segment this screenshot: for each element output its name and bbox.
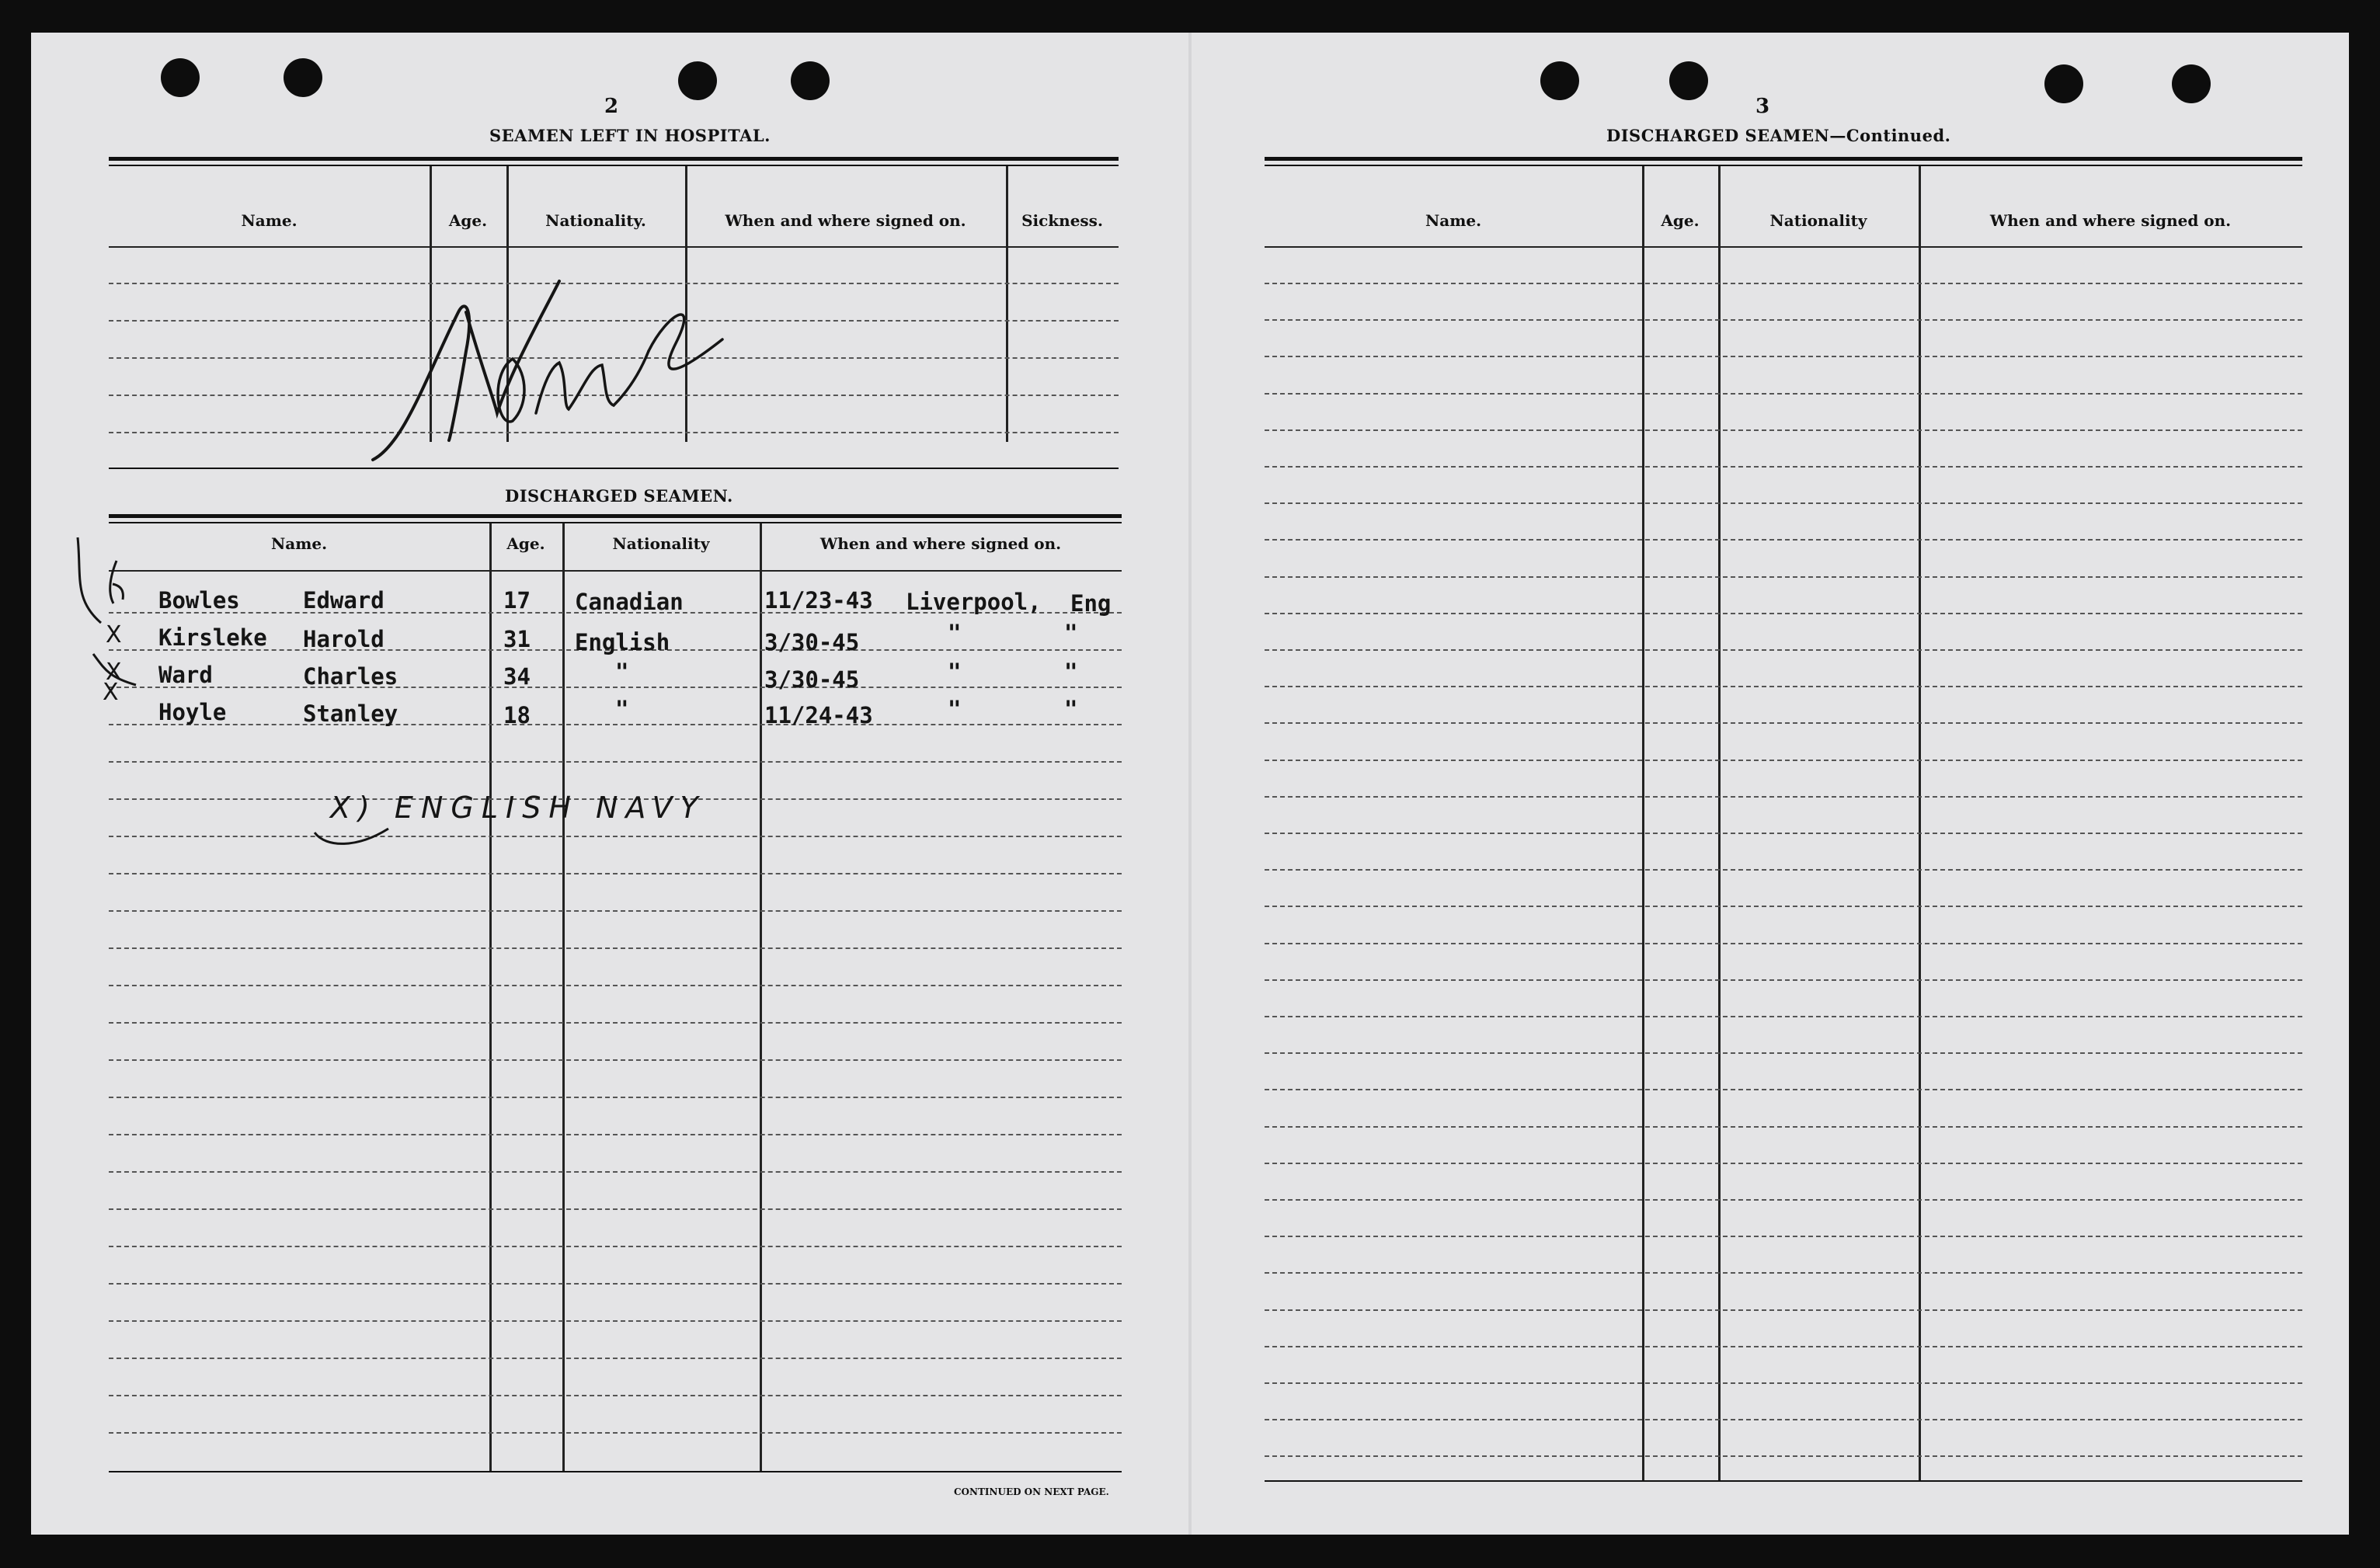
seaman-given-name: Charles bbox=[303, 663, 398, 690]
ruled-line bbox=[1265, 1346, 2302, 1347]
ruled-line bbox=[109, 1358, 1122, 1359]
ruled-line bbox=[1265, 686, 2302, 687]
punch-hole bbox=[161, 58, 200, 97]
signed-on-date: 11/23-43 bbox=[764, 587, 873, 614]
ruled-line bbox=[1265, 1163, 2302, 1164]
punch-hole bbox=[2044, 64, 2083, 103]
seaman-surname: Bowles bbox=[158, 587, 240, 614]
ruled-line bbox=[1265, 502, 2302, 504]
column-header: Nationality bbox=[1769, 211, 1867, 230]
ruled-line bbox=[1265, 869, 2302, 871]
column-header: Age. bbox=[448, 211, 488, 230]
seaman-age: 18 bbox=[503, 702, 531, 728]
ruled-line bbox=[1265, 539, 2302, 541]
ruled-line bbox=[1265, 283, 2302, 284]
ruled-line bbox=[1265, 466, 2302, 468]
ruled-line bbox=[1265, 833, 2302, 834]
column-header: Nationality. bbox=[545, 211, 646, 230]
ditto-mark: " bbox=[1064, 659, 1078, 685]
signed-on-date: 11/24-43 bbox=[764, 702, 873, 728]
ruled-line bbox=[1265, 1382, 2302, 1384]
ruled-line bbox=[109, 687, 1122, 688]
ruled-line bbox=[109, 836, 1122, 837]
ruled-line bbox=[1265, 1199, 2302, 1201]
column-header: Sickness. bbox=[1021, 211, 1103, 230]
ruled-line bbox=[1265, 1419, 2302, 1420]
punch-hole bbox=[791, 61, 830, 100]
ruled-line bbox=[1265, 1236, 2302, 1237]
margin-x-mark: X bbox=[106, 621, 122, 648]
ditto-mark: " bbox=[615, 696, 629, 722]
discharged-section-title: DISCHARGED SEAMEN. bbox=[505, 486, 733, 506]
column-header: Name. bbox=[241, 211, 298, 230]
ruled-line bbox=[1265, 979, 2302, 981]
ruled-line bbox=[109, 873, 1122, 874]
ditto-mark: " bbox=[948, 696, 962, 722]
signed-on-date: 3/30-45 bbox=[764, 666, 860, 693]
seaman-surname: Kirsleke bbox=[158, 624, 267, 651]
seaman-age: 17 bbox=[503, 587, 531, 614]
handwritten-note: X) ENGLISH NAVY bbox=[330, 791, 706, 825]
page-fold bbox=[1188, 33, 1192, 1535]
ditto-mark: " bbox=[615, 659, 629, 685]
seaman-age: 34 bbox=[503, 663, 531, 690]
ruled-line bbox=[1265, 1455, 2302, 1457]
ruled-line bbox=[109, 1059, 1122, 1061]
margin-check-marks bbox=[62, 530, 140, 693]
ruled-line bbox=[1265, 429, 2302, 431]
punch-hole bbox=[678, 61, 717, 100]
ditto-mark: " bbox=[1064, 696, 1078, 722]
ruled-line bbox=[109, 1320, 1122, 1322]
ruled-line bbox=[1265, 1016, 2302, 1017]
ruled-line bbox=[109, 1395, 1122, 1396]
ruled-line bbox=[109, 1432, 1122, 1434]
ruled-line bbox=[1265, 722, 2302, 724]
ruled-line bbox=[1265, 943, 2302, 944]
document-sheet bbox=[31, 33, 2349, 1535]
ditto-mark: " bbox=[948, 620, 962, 646]
ruled-line bbox=[1265, 1272, 2302, 1274]
ruled-line bbox=[109, 1134, 1122, 1135]
seaman-given-name: Edward bbox=[303, 587, 384, 614]
signed-on-place: Eng bbox=[1070, 590, 1112, 617]
column-header: Age. bbox=[506, 534, 545, 553]
seaman-nationality: English bbox=[575, 629, 670, 655]
ruled-line bbox=[109, 1283, 1122, 1285]
ruled-line bbox=[1265, 319, 2302, 321]
seaman-given-name: Stanley bbox=[303, 701, 398, 727]
margin-x-mark: X bbox=[103, 679, 119, 706]
seaman-given-name: Harold bbox=[303, 626, 384, 652]
margin-x-mark: X bbox=[106, 659, 122, 686]
ruled-line bbox=[1265, 613, 2302, 614]
punch-hole bbox=[1669, 61, 1708, 100]
ruled-line bbox=[109, 910, 1122, 912]
ruled-line bbox=[1265, 760, 2302, 761]
ruled-line bbox=[1265, 649, 2302, 651]
ditto-mark: " bbox=[948, 659, 962, 685]
ruled-line bbox=[109, 1246, 1122, 1247]
ruled-line bbox=[109, 724, 1122, 725]
seaman-surname: Hoyle bbox=[158, 699, 227, 725]
ruled-line bbox=[1265, 1089, 2302, 1090]
punch-hole bbox=[1540, 61, 1579, 100]
hospital-section-title: SEAMEN LEFT IN HOSPITAL. bbox=[489, 126, 771, 145]
punch-hole bbox=[284, 58, 322, 97]
seaman-surname: Ward bbox=[158, 662, 213, 688]
handwritten-none-signature bbox=[357, 266, 746, 475]
ruled-line bbox=[109, 947, 1122, 949]
ruled-line bbox=[1265, 796, 2302, 798]
ruled-line bbox=[1265, 393, 2302, 395]
ruled-line bbox=[1265, 576, 2302, 578]
ruled-line bbox=[1265, 1126, 2302, 1128]
ruled-line bbox=[1265, 906, 2302, 907]
note-underline bbox=[311, 825, 404, 856]
column-header: When and where signed on. bbox=[819, 534, 1062, 553]
seaman-age: 31 bbox=[503, 626, 531, 652]
ditto-mark: " bbox=[1064, 620, 1078, 646]
column-header: Age. bbox=[1661, 211, 1700, 230]
ruled-line bbox=[1265, 1309, 2302, 1311]
column-header: Nationality bbox=[612, 534, 710, 553]
ruled-line bbox=[1265, 1052, 2302, 1054]
ruled-line bbox=[109, 985, 1122, 986]
column-header: When and where signed on. bbox=[1989, 211, 2232, 230]
ruled-line bbox=[109, 1097, 1122, 1098]
page-number: 3 bbox=[1755, 95, 1770, 118]
column-header: When and where signed on. bbox=[725, 211, 966, 230]
column-header: Name. bbox=[270, 534, 328, 553]
ruled-line bbox=[109, 1171, 1122, 1173]
continued-footer: CONTINUED ON NEXT PAGE. bbox=[954, 1486, 1109, 1497]
ruled-line bbox=[1265, 356, 2302, 357]
page-number: 2 bbox=[604, 95, 619, 118]
ruled-line bbox=[109, 1208, 1122, 1210]
continued-table bbox=[1265, 157, 2302, 1486]
ruled-line bbox=[109, 1022, 1122, 1024]
continued-section-title: DISCHARGED SEAMEN—Continued. bbox=[1606, 126, 1951, 145]
signed-on-date: 3/30-45 bbox=[764, 629, 860, 655]
ruled-line bbox=[109, 761, 1122, 763]
signed-on-place: Liverpool, bbox=[906, 589, 1042, 615]
seaman-nationality: Canadian bbox=[575, 589, 684, 615]
punch-hole bbox=[2172, 64, 2211, 103]
column-header: Name. bbox=[1425, 211, 1482, 230]
